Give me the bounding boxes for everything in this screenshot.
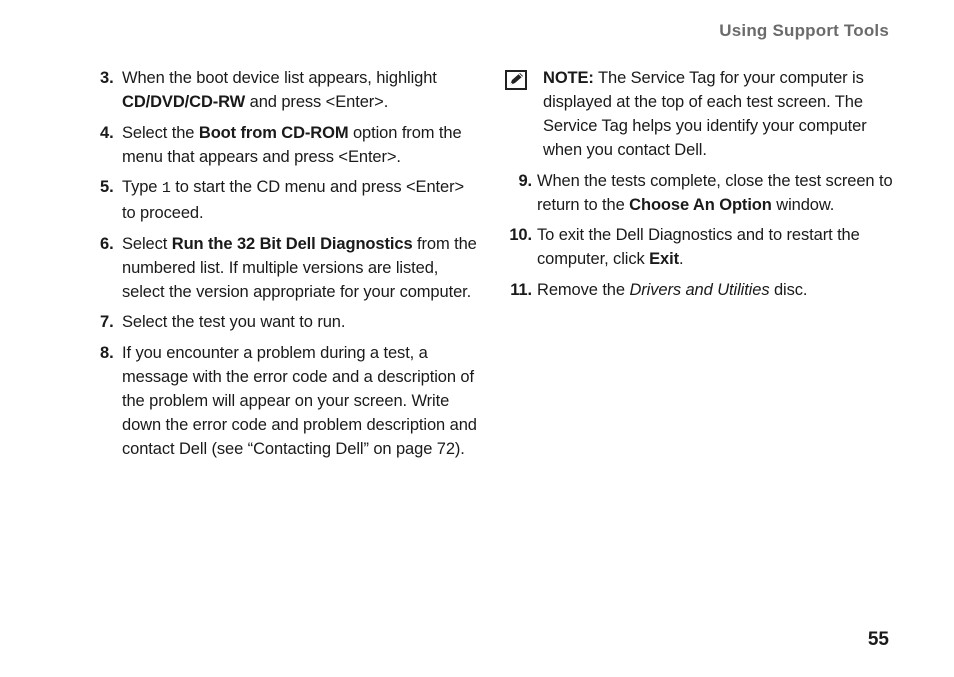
italic-term: Drivers and Utilities (629, 280, 770, 299)
step-text (122, 310, 482, 334)
text-run: . (678, 250, 684, 268)
text-run: to start the CD menu and press <Enter> to proceed. (122, 178, 465, 222)
step-number: 3. (100, 69, 114, 87)
code-text: 1 (161, 180, 171, 197)
text-run: Remove the (537, 280, 630, 299)
step-text (122, 232, 482, 304)
step-number: 10. (509, 226, 532, 244)
running-header: Using Support Tools (719, 21, 889, 40)
step-4 (100, 121, 482, 169)
note-label: NOTE: (543, 69, 594, 87)
text-run: Select the test you want to run. (122, 313, 346, 331)
note-text (543, 66, 895, 162)
step-number: 4. (100, 123, 114, 142)
step-7 (100, 310, 482, 334)
bold-term: Exit (649, 250, 679, 268)
step-text (537, 278, 895, 302)
text-run: window. (771, 195, 835, 214)
step-text (122, 175, 482, 225)
bold-term: Boot from CD-ROM (198, 123, 349, 142)
step-text (537, 169, 895, 217)
step-number: 6. (100, 234, 114, 253)
text-run: disc. (769, 280, 808, 299)
step-text (537, 223, 895, 271)
step-11 (505, 278, 895, 302)
bold-term: Run the 32 Bit Dell Diagnostics (171, 234, 413, 253)
step-text (122, 121, 482, 169)
note-pencil-icon (505, 66, 543, 162)
step-3 (100, 66, 482, 114)
note-block (505, 66, 895, 162)
step-5 (100, 175, 482, 225)
step-8 (100, 341, 482, 461)
step-text (122, 341, 482, 461)
right-column (505, 66, 895, 308)
text-run: When the boot device list appears, highlight (122, 69, 437, 87)
step-number: 5. (100, 178, 114, 196)
step-number: 7. (100, 313, 114, 331)
text-run: Select the (122, 123, 199, 142)
text-run: option from the menu that appears and press <Enter>. (122, 123, 462, 166)
bold-term: Choose An Option (629, 195, 772, 214)
bold-term: CD/DVD/CD-RW (122, 93, 246, 111)
step-6 (100, 232, 482, 304)
step-text (122, 66, 482, 114)
step-number: 8. (100, 343, 114, 362)
step-number: 11. (510, 280, 532, 299)
step-9 (505, 169, 895, 217)
text-run: Select (122, 234, 172, 253)
text-run: Type (122, 178, 162, 196)
note-body: The Service Tag for your computer is displayed at the top of each test screen. The Service Tag helps you identify your computer when you contact Dell. (543, 69, 867, 159)
text-run: from the numbered list. If multiple versions are listed, select the version appropriate for your computer. (122, 234, 477, 301)
left-column (100, 66, 482, 467)
text-run: When the tests complete, close the test screen to return to the (537, 171, 893, 214)
step-number: 9. (518, 171, 532, 190)
page-number: 55 (867, 629, 889, 650)
text-run: To exit the Dell Diagnostics and to restart the computer, click (537, 226, 860, 268)
step-10 (505, 223, 895, 271)
text-run: If you encounter a problem during a test, a message with the error code and a description of the problem will appear on your screen. Write down the error code and problem description and contact Dell (see “Contacting Dell” on page 72). (122, 343, 477, 458)
text-run: and press <Enter>. (245, 93, 389, 111)
